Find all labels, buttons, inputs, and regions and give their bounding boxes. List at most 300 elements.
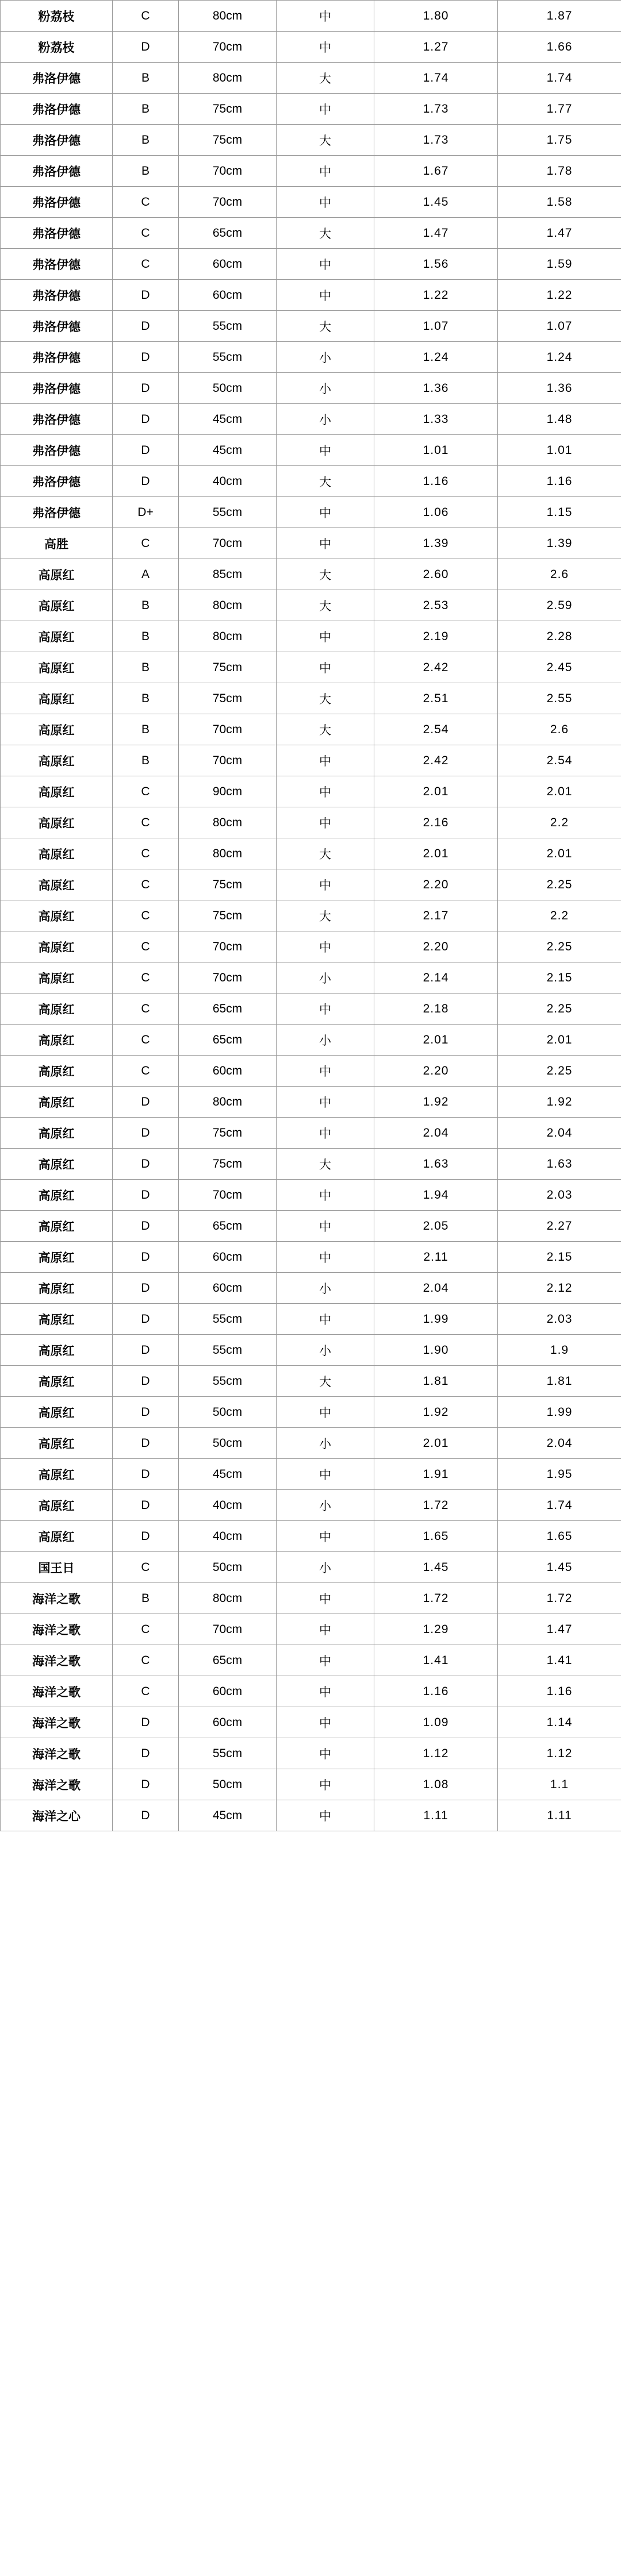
cell-class: 小 (277, 1335, 374, 1366)
table-row (1, 156, 621, 187)
cell-grade: C (113, 249, 179, 280)
cell-class: 中 (277, 1583, 374, 1614)
cell-size: 50cm (179, 373, 277, 404)
cell-value-primary: 2.14 (374, 962, 498, 994)
cell-size: 55cm (179, 1304, 277, 1335)
cell-size: 65cm (179, 1211, 277, 1242)
cell-class: 大 (277, 559, 374, 590)
cell-class: 中 (277, 1180, 374, 1211)
cell-variety-name: 高原红 (1, 1025, 113, 1056)
cell-class: 中 (277, 1118, 374, 1149)
cell-value-secondary: 1.22 (498, 280, 621, 311)
cell-class: 小 (277, 373, 374, 404)
cell-grade: C (113, 869, 179, 900)
cell-size: 55cm (179, 342, 277, 373)
cell-size: 75cm (179, 652, 277, 683)
cell-value-primary: 1.09 (374, 1707, 498, 1738)
cell-value-primary: 2.20 (374, 931, 498, 962)
cell-size: 80cm (179, 838, 277, 869)
cell-grade: D (113, 1397, 179, 1428)
cell-value-secondary: 2.15 (498, 1242, 621, 1273)
cell-grade: C (113, 838, 179, 869)
cell-grade: B (113, 156, 179, 187)
cell-value-secondary: 1.74 (498, 1490, 621, 1521)
cell-value-secondary: 1.12 (498, 1738, 621, 1769)
table-row (1, 869, 621, 900)
cell-grade: C (113, 1, 179, 32)
table-row (1, 1707, 621, 1738)
table-row (1, 1366, 621, 1397)
cell-variety-name: 海洋之歌 (1, 1707, 113, 1738)
cell-value-secondary: 2.25 (498, 994, 621, 1025)
cell-variety-name: 高原红 (1, 1397, 113, 1428)
cell-variety-name: 高原红 (1, 900, 113, 931)
cell-size: 75cm (179, 1118, 277, 1149)
cell-variety-name: 高原红 (1, 962, 113, 994)
cell-grade: B (113, 621, 179, 652)
cell-grade: D (113, 1800, 179, 1831)
cell-value-secondary: 2.25 (498, 931, 621, 962)
cell-variety-name: 高原红 (1, 1242, 113, 1273)
cell-variety-name: 高原红 (1, 683, 113, 714)
cell-value-secondary: 2.01 (498, 1025, 621, 1056)
cell-variety-name: 弗洛伊德 (1, 342, 113, 373)
table-row (1, 1304, 621, 1335)
cell-class: 中 (277, 280, 374, 311)
cell-value-primary: 1.11 (374, 1800, 498, 1831)
cell-class: 中 (277, 931, 374, 962)
cell-grade: B (113, 63, 179, 94)
cell-variety-name: 弗洛伊德 (1, 466, 113, 497)
cell-value-primary: 1.08 (374, 1769, 498, 1800)
table-row (1, 1397, 621, 1428)
cell-variety-name: 高原红 (1, 869, 113, 900)
table-row (1, 652, 621, 683)
cell-value-primary: 1.73 (374, 125, 498, 156)
cell-variety-name: 高原红 (1, 714, 113, 745)
cell-grade: D (113, 342, 179, 373)
cell-class: 中 (277, 32, 374, 63)
cell-value-primary: 2.04 (374, 1118, 498, 1149)
cell-size: 60cm (179, 1242, 277, 1273)
cell-value-primary: 1.45 (374, 187, 498, 218)
cell-value-primary: 2.51 (374, 683, 498, 714)
cell-value-primary: 2.01 (374, 838, 498, 869)
cell-value-secondary: 2.2 (498, 807, 621, 838)
cell-value-primary: 2.19 (374, 621, 498, 652)
cell-variety-name: 弗洛伊德 (1, 187, 113, 218)
cell-value-secondary: 2.2 (498, 900, 621, 931)
cell-class: 中 (277, 1521, 374, 1552)
table-row (1, 1180, 621, 1211)
cell-grade: D (113, 1366, 179, 1397)
cell-size: 80cm (179, 1, 277, 32)
table-row (1, 125, 621, 156)
cell-variety-name: 高原红 (1, 1428, 113, 1459)
cell-class: 小 (277, 1490, 374, 1521)
cell-size: 55cm (179, 1366, 277, 1397)
cell-grade: C (113, 776, 179, 807)
table-row (1, 1490, 621, 1521)
table-row (1, 559, 621, 590)
table-row (1, 1583, 621, 1614)
cell-variety-name: 高原红 (1, 621, 113, 652)
cell-value-primary: 1.01 (374, 435, 498, 466)
table-row (1, 1087, 621, 1118)
cell-grade: C (113, 1645, 179, 1676)
cell-grade: B (113, 745, 179, 776)
cell-value-secondary: 1.11 (498, 1800, 621, 1831)
cell-variety-name: 高原红 (1, 1366, 113, 1397)
table-row (1, 1459, 621, 1490)
cell-variety-name: 高原红 (1, 776, 113, 807)
table-row (1, 466, 621, 497)
cell-size: 80cm (179, 590, 277, 621)
cell-value-primary: 1.56 (374, 249, 498, 280)
cell-class: 中 (277, 1459, 374, 1490)
cell-class: 中 (277, 1769, 374, 1800)
cell-class: 中 (277, 156, 374, 187)
cell-grade: C (113, 1552, 179, 1583)
cell-size: 80cm (179, 807, 277, 838)
cell-class: 小 (277, 1428, 374, 1459)
cell-size: 40cm (179, 466, 277, 497)
cell-value-secondary: 2.27 (498, 1211, 621, 1242)
cell-grade: D (113, 1738, 179, 1769)
cell-variety-name: 粉荔枝 (1, 1, 113, 32)
cell-value-secondary: 2.04 (498, 1118, 621, 1149)
cell-variety-name: 高原红 (1, 559, 113, 590)
cell-class: 中 (277, 1800, 374, 1831)
cell-value-primary: 1.47 (374, 218, 498, 249)
cell-value-primary: 1.91 (374, 1459, 498, 1490)
cell-class: 中 (277, 1676, 374, 1707)
cell-class: 大 (277, 466, 374, 497)
cell-size: 80cm (179, 1583, 277, 1614)
table-row (1, 1149, 621, 1180)
cell-value-primary: 1.63 (374, 1149, 498, 1180)
cell-grade: C (113, 931, 179, 962)
cell-class: 中 (277, 1707, 374, 1738)
cell-value-secondary: 1.16 (498, 466, 621, 497)
cell-value-secondary: 2.25 (498, 1056, 621, 1087)
cell-size: 70cm (179, 1614, 277, 1645)
cell-variety-name: 高原红 (1, 1490, 113, 1521)
cell-value-secondary: 2.25 (498, 869, 621, 900)
cell-grade: B (113, 94, 179, 125)
cell-grade: B (113, 714, 179, 745)
cell-size: 55cm (179, 1738, 277, 1769)
cell-value-primary: 2.05 (374, 1211, 498, 1242)
cell-grade: C (113, 962, 179, 994)
cell-variety-name: 弗洛伊德 (1, 435, 113, 466)
cell-size: 80cm (179, 621, 277, 652)
cell-value-secondary: 1.36 (498, 373, 621, 404)
cell-class: 大 (277, 63, 374, 94)
table-row (1, 1800, 621, 1831)
cell-value-secondary: 1.77 (498, 94, 621, 125)
cell-value-primary: 1.90 (374, 1335, 498, 1366)
cell-size: 85cm (179, 559, 277, 590)
cell-value-secondary: 2.55 (498, 683, 621, 714)
table-row (1, 900, 621, 931)
cell-grade: A (113, 559, 179, 590)
cell-value-primary: 1.33 (374, 404, 498, 435)
cell-size: 60cm (179, 280, 277, 311)
cell-value-primary: 1.24 (374, 342, 498, 373)
cell-value-primary: 1.94 (374, 1180, 498, 1211)
cell-class: 中 (277, 1, 374, 32)
cell-grade: D (113, 280, 179, 311)
cell-value-primary: 2.54 (374, 714, 498, 745)
cell-class: 大 (277, 218, 374, 249)
cell-value-secondary: 2.01 (498, 838, 621, 869)
cell-value-secondary: 1.16 (498, 1676, 621, 1707)
cell-grade: D (113, 404, 179, 435)
cell-value-secondary: 2.6 (498, 559, 621, 590)
cell-class: 中 (277, 94, 374, 125)
cell-grade: D+ (113, 497, 179, 528)
cell-variety-name: 高原红 (1, 1521, 113, 1552)
cell-value-secondary: 2.54 (498, 745, 621, 776)
cell-value-primary: 1.81 (374, 1366, 498, 1397)
cell-grade: C (113, 1676, 179, 1707)
cell-value-primary: 1.12 (374, 1738, 498, 1769)
cell-class: 中 (277, 435, 374, 466)
cell-value-secondary: 1.14 (498, 1707, 621, 1738)
cell-grade: D (113, 1707, 179, 1738)
cell-grade: C (113, 1614, 179, 1645)
cell-class: 中 (277, 745, 374, 776)
cell-class: 中 (277, 869, 374, 900)
cell-variety-name: 高原红 (1, 1211, 113, 1242)
cell-variety-name: 高胜 (1, 528, 113, 559)
cell-value-primary: 1.99 (374, 1304, 498, 1335)
table-row (1, 373, 621, 404)
cell-value-primary: 1.92 (374, 1087, 498, 1118)
cell-variety-name: 高原红 (1, 1118, 113, 1149)
cell-grade: C (113, 187, 179, 218)
cell-size: 40cm (179, 1490, 277, 1521)
table-row (1, 187, 621, 218)
cell-variety-name: 海洋之歌 (1, 1676, 113, 1707)
cell-value-primary: 1.73 (374, 94, 498, 125)
cell-size: 60cm (179, 1056, 277, 1087)
cell-value-primary: 2.04 (374, 1273, 498, 1304)
cell-value-primary: 2.42 (374, 652, 498, 683)
cell-grade: C (113, 994, 179, 1025)
cell-value-secondary: 1.48 (498, 404, 621, 435)
cell-size: 70cm (179, 187, 277, 218)
table-row (1, 714, 621, 745)
cell-size: 70cm (179, 156, 277, 187)
table-row (1, 63, 621, 94)
cell-class: 小 (277, 342, 374, 373)
cell-size: 45cm (179, 404, 277, 435)
cell-value-secondary: 1.72 (498, 1583, 621, 1614)
cell-value-primary: 1.16 (374, 1676, 498, 1707)
cell-value-secondary: 1.01 (498, 435, 621, 466)
cell-class: 大 (277, 683, 374, 714)
cell-value-secondary: 2.6 (498, 714, 621, 745)
cell-grade: D (113, 1459, 179, 1490)
cell-variety-name: 弗洛伊德 (1, 156, 113, 187)
cell-value-secondary: 2.12 (498, 1273, 621, 1304)
cell-variety-name: 高原红 (1, 1087, 113, 1118)
table-row (1, 1769, 621, 1800)
cell-value-secondary: 1.74 (498, 63, 621, 94)
cell-variety-name: 国王日 (1, 1552, 113, 1583)
cell-variety-name: 海洋之歌 (1, 1769, 113, 1800)
cell-grade: D (113, 1428, 179, 1459)
cell-class: 中 (277, 1056, 374, 1087)
cell-value-secondary: 1.92 (498, 1087, 621, 1118)
cell-grade: C (113, 807, 179, 838)
table-row (1, 931, 621, 962)
cell-value-secondary: 1.99 (498, 1397, 621, 1428)
cell-class: 中 (277, 776, 374, 807)
cell-class: 小 (277, 1025, 374, 1056)
cell-value-primary: 1.27 (374, 32, 498, 63)
cell-size: 50cm (179, 1428, 277, 1459)
cell-grade: D (113, 466, 179, 497)
cell-value-secondary: 1.41 (498, 1645, 621, 1676)
cell-grade: D (113, 1769, 179, 1800)
cell-grade: D (113, 1304, 179, 1335)
cell-grade: D (113, 1149, 179, 1180)
cell-class: 中 (277, 994, 374, 1025)
cell-value-primary: 2.16 (374, 807, 498, 838)
cell-value-primary: 1.41 (374, 1645, 498, 1676)
table-body (1, 1, 621, 1831)
cell-grade: D (113, 1490, 179, 1521)
cell-value-primary: 1.80 (374, 1, 498, 32)
cell-variety-name: 高原红 (1, 1149, 113, 1180)
cell-variety-name: 高原红 (1, 590, 113, 621)
cell-value-primary: 2.11 (374, 1242, 498, 1273)
cell-grade: D (113, 311, 179, 342)
cell-value-primary: 1.16 (374, 466, 498, 497)
cell-grade: D (113, 1335, 179, 1366)
table-row (1, 776, 621, 807)
cell-value-secondary: 1.47 (498, 1614, 621, 1645)
cell-size: 90cm (179, 776, 277, 807)
cell-class: 中 (277, 1242, 374, 1273)
table-row (1, 838, 621, 869)
cell-value-secondary: 2.45 (498, 652, 621, 683)
table-row (1, 1738, 621, 1769)
cell-value-secondary: 2.04 (498, 1428, 621, 1459)
cell-size: 75cm (179, 683, 277, 714)
cell-size: 60cm (179, 1707, 277, 1738)
cell-variety-name: 弗洛伊德 (1, 218, 113, 249)
table-row (1, 497, 621, 528)
table-row (1, 1552, 621, 1583)
table-row (1, 1, 621, 32)
cell-grade: D (113, 1118, 179, 1149)
cell-variety-name: 弗洛伊德 (1, 280, 113, 311)
cell-class: 中 (277, 1304, 374, 1335)
cell-grade: D (113, 1087, 179, 1118)
cell-value-secondary: 1.81 (498, 1366, 621, 1397)
cell-value-primary: 2.20 (374, 1056, 498, 1087)
table-row (1, 683, 621, 714)
table-row (1, 218, 621, 249)
cell-variety-name: 弗洛伊德 (1, 373, 113, 404)
cell-grade: C (113, 1025, 179, 1056)
cell-variety-name: 弗洛伊德 (1, 94, 113, 125)
cell-variety-name: 弗洛伊德 (1, 311, 113, 342)
cell-value-primary: 1.72 (374, 1490, 498, 1521)
cell-value-secondary: 1.9 (498, 1335, 621, 1366)
cell-class: 中 (277, 807, 374, 838)
table-row (1, 621, 621, 652)
cell-value-secondary: 2.01 (498, 776, 621, 807)
cell-class: 中 (277, 1087, 374, 1118)
cell-variety-name: 高原红 (1, 1180, 113, 1211)
cell-variety-name: 高原红 (1, 1304, 113, 1335)
cell-value-secondary: 1.24 (498, 342, 621, 373)
cell-value-primary: 1.07 (374, 311, 498, 342)
cell-variety-name: 高原红 (1, 807, 113, 838)
cell-size: 75cm (179, 125, 277, 156)
cell-class: 中 (277, 1397, 374, 1428)
cell-value-primary: 1.22 (374, 280, 498, 311)
cell-value-secondary: 1.59 (498, 249, 621, 280)
cell-value-secondary: 2.59 (498, 590, 621, 621)
cell-size: 70cm (179, 931, 277, 962)
cell-size: 70cm (179, 32, 277, 63)
cell-value-secondary: 1.65 (498, 1521, 621, 1552)
cell-size: 60cm (179, 1273, 277, 1304)
cell-class: 中 (277, 652, 374, 683)
table-row (1, 1521, 621, 1552)
cell-value-secondary: 1.39 (498, 528, 621, 559)
cell-size: 65cm (179, 1025, 277, 1056)
table-row (1, 280, 621, 311)
cell-value-primary: 1.06 (374, 497, 498, 528)
cell-size: 80cm (179, 63, 277, 94)
cell-size: 70cm (179, 962, 277, 994)
cell-value-secondary: 1.78 (498, 156, 621, 187)
table-row (1, 1118, 621, 1149)
cell-grade: D (113, 435, 179, 466)
table-row (1, 1614, 621, 1645)
table-row (1, 1676, 621, 1707)
cell-value-primary: 1.39 (374, 528, 498, 559)
table-row (1, 1335, 621, 1366)
cell-size: 80cm (179, 1087, 277, 1118)
cell-value-secondary: 1.95 (498, 1459, 621, 1490)
cell-variety-name: 弗洛伊德 (1, 125, 113, 156)
cell-size: 45cm (179, 1800, 277, 1831)
cell-size: 50cm (179, 1769, 277, 1800)
cell-variety-name: 高原红 (1, 1459, 113, 1490)
table-row (1, 1273, 621, 1304)
cell-value-primary: 1.92 (374, 1397, 498, 1428)
cell-class: 小 (277, 1273, 374, 1304)
cell-size: 65cm (179, 1645, 277, 1676)
cell-class: 大 (277, 1149, 374, 1180)
cell-size: 75cm (179, 869, 277, 900)
cell-size: 55cm (179, 497, 277, 528)
cell-size: 45cm (179, 1459, 277, 1490)
cell-value-secondary: 1.15 (498, 497, 621, 528)
table-row (1, 1211, 621, 1242)
cell-value-secondary: 2.03 (498, 1180, 621, 1211)
cell-class: 中 (277, 1614, 374, 1645)
cell-variety-name: 高原红 (1, 1056, 113, 1087)
